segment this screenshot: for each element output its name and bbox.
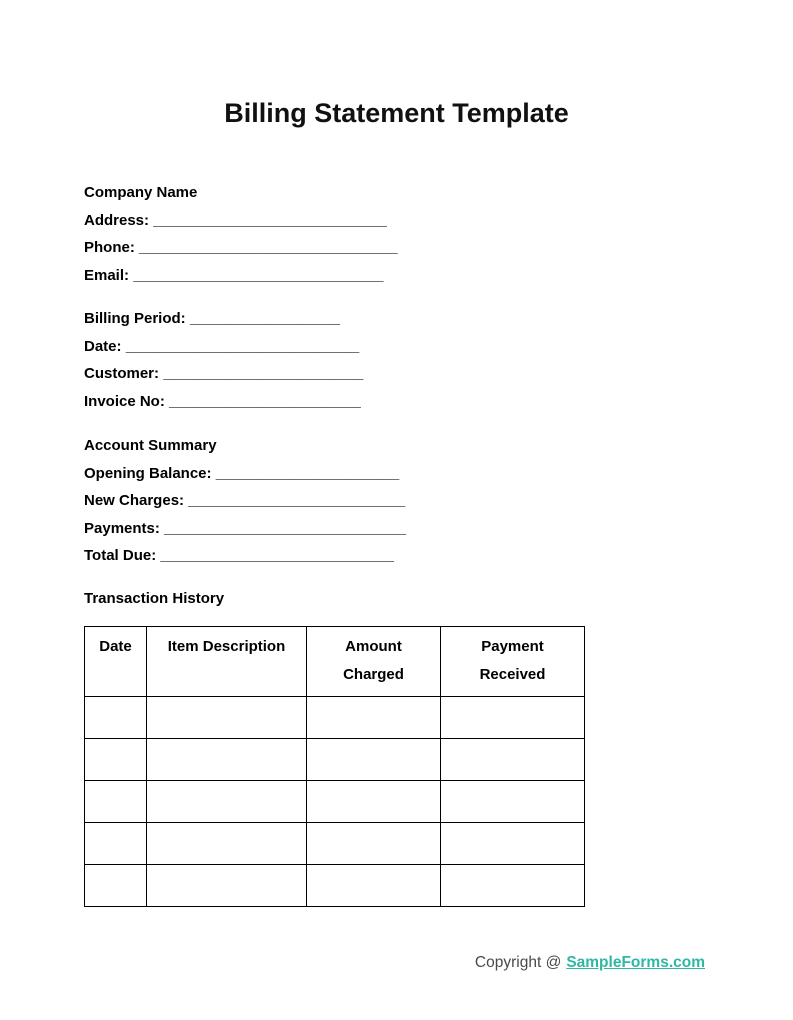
table-cell: [85, 781, 147, 823]
table-cell: [307, 823, 441, 865]
invoice-no-label: Invoice No:: [84, 392, 165, 410]
payments-label: Payments:: [84, 519, 160, 537]
table-cell: [307, 781, 441, 823]
address-label: Address:: [84, 211, 150, 229]
copyright-text: Copyright @: [474, 954, 562, 971]
table-cell: [307, 865, 441, 907]
date-label: Date:: [84, 337, 122, 355]
opening-balance-blank: ______________________: [215, 464, 400, 482]
col-header-amount-charged: Amount Charged: [307, 627, 441, 697]
opening-balance-label: Opening Balance:: [84, 464, 212, 482]
table-cell: [307, 697, 441, 739]
footer-link[interactable]: SampleForms.com: [566, 954, 705, 971]
field-billing-period: [84, 305, 793, 333]
customer-label: Customer:: [84, 365, 160, 382]
table-cell: [441, 697, 585, 739]
field-address: [84, 207, 793, 235]
email-blank: ______________________________: [133, 266, 384, 284]
field-opening-balance: [84, 460, 793, 488]
table-header-row: [85, 627, 585, 697]
table-cell: [441, 865, 585, 907]
table-cell: [85, 697, 147, 739]
address-blank: ____________________________: [153, 211, 387, 229]
date-blank: ____________________________: [125, 337, 360, 355]
field-new-charges: [84, 487, 793, 515]
page-title: Billing Statement Template: [224, 98, 569, 128]
field-phone: [84, 234, 793, 262]
col-header-item-description: Item Description: [147, 627, 307, 697]
company-section: [84, 179, 793, 289]
field-email: [84, 262, 793, 290]
table-cell: [307, 739, 441, 781]
field-payments: [84, 515, 793, 543]
table-cell: [147, 823, 307, 865]
account-summary-section: [84, 432, 793, 570]
table-cell: [147, 739, 307, 781]
billing-period-blank: __________________: [189, 310, 341, 327]
table-cell: [441, 823, 585, 865]
col-header-payment-received: Payment Received: [441, 627, 585, 697]
table-cell: [85, 823, 147, 865]
table-cell: [147, 781, 307, 823]
transaction-history-heading: Transaction History: [84, 589, 225, 607]
field-invoice-no: [84, 388, 793, 416]
phone-blank: _______________________________: [139, 239, 398, 256]
col-header-date: Date: [85, 627, 147, 697]
company-name-heading: Company Name: [84, 184, 198, 201]
email-label: Email:: [84, 266, 130, 284]
table-cell: [85, 865, 147, 907]
document-body: [84, 179, 793, 907]
table-cell: [441, 781, 585, 823]
customer-blank: ________________________: [163, 365, 364, 382]
table-row: [85, 697, 585, 739]
table-cell: [85, 739, 147, 781]
field-total-due: [84, 542, 793, 570]
billing-section: [84, 305, 793, 415]
table-row: [85, 781, 585, 823]
field-customer: [84, 360, 793, 388]
field-date: [84, 333, 793, 361]
payments-blank: _____________________________: [164, 519, 406, 537]
transaction-table: [84, 626, 585, 907]
new-charges-blank: __________________________: [188, 492, 406, 509]
table-cell: [441, 739, 585, 781]
table-row: [85, 739, 585, 781]
table-cell: [147, 865, 307, 907]
billing-period-label: Billing Period:: [84, 310, 186, 327]
table-row: [85, 865, 585, 907]
account-summary-heading: Account Summary: [84, 437, 217, 454]
new-charges-label: New Charges:: [84, 492, 185, 509]
total-due-blank: ____________________________: [160, 547, 394, 564]
table-row: [85, 823, 585, 865]
phone-label: Phone:: [84, 239, 135, 256]
invoice-no-blank: _______________________: [169, 392, 361, 410]
transaction-history-section: [84, 585, 793, 908]
footer: [475, 952, 705, 974]
total-due-label: Total Due:: [84, 547, 157, 564]
table-cell: [147, 697, 307, 739]
